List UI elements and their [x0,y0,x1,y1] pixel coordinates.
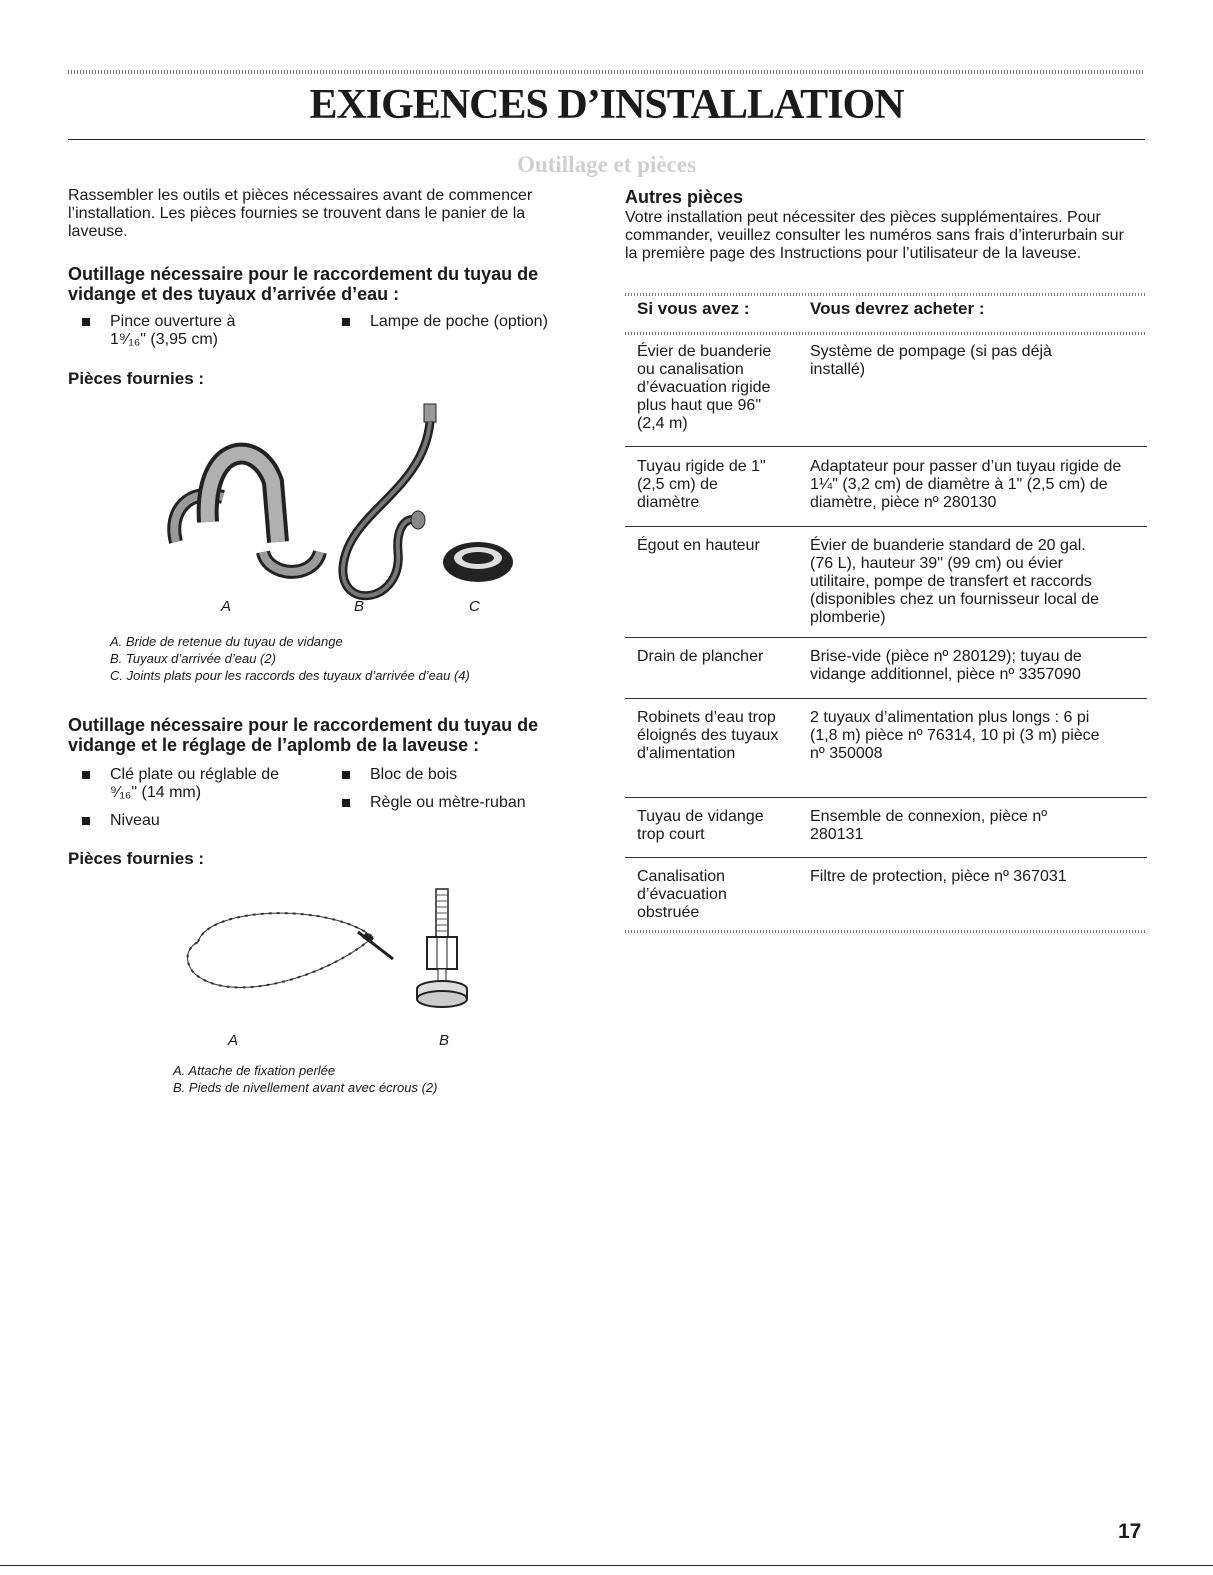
fig1-label-a: A [221,598,232,615]
tools-heading-1: Outillage nécessaire pour le raccordement du tuyau de vidange et des tuyaux d’arrivée d’eau : [68,264,539,304]
table-cell-have: Tuyau de vidange trop court [637,808,764,843]
tools-heading-2: Outillage nécessaire pour le raccordement du tuyau de vidange et le réglage de l’aplomb de la laveuse : [68,715,539,755]
fig2-caption: A. Attache de fixation perlée [173,1063,336,1078]
flat-washer-icon [443,542,513,582]
tools-list-1 [68,313,598,353]
table-cell-have: Drain de plancher [637,648,764,665]
table-header-have: Si vous avez : [637,299,750,318]
table-cell-buy: Système de pompage (si pas déjà installé) [810,343,1052,378]
fig2-captions [173,1062,593,1096]
table-row [625,798,1147,858]
table-cell-buy: Brise-vide (pièce nº 280129); tuyau de vidange additionnel, pièce nº 3357090 [810,648,1082,683]
table-row [625,699,1147,798]
table-header [625,300,1147,332]
left-column [68,187,598,1095]
table-bottom-hatch [625,930,1147,933]
tool-item: Bloc de bois [328,766,590,784]
fig2-label-a: A [228,1032,239,1049]
tool-item: Pince ouverture à 1⁹⁄₁₆" (3,95 cm) [68,313,270,349]
tool-item: Règle ou mètre-ruban [328,794,590,812]
table-cell-buy: Filtre de protection, pièce nº 367031 [810,868,1067,885]
supplied-parts-figure-2 [168,887,498,1017]
table-row [625,447,1147,527]
fig2-caption: B. Pieds de nivellement avant avec écrous (2) [173,1080,438,1095]
table-row [625,527,1147,638]
table-row [625,858,1147,930]
table-row [625,638,1147,699]
section-title: Outillage et pièces [517,152,696,177]
fig1-caption: C. Joints plats pour les raccords des tuyaux d’arrivée d’eau (4) [110,668,470,683]
water-inlet-hose-icon [343,404,436,596]
table-row [625,343,1147,447]
fig2-label-b: B [439,1032,450,1049]
tool-item: Clé plate ou réglable de ⁹⁄₁₆" (14 mm) [68,766,310,802]
title-rule [68,139,1145,140]
table-top-hatch [625,293,1147,296]
tools-list-2 [68,766,598,836]
table-cell-buy: Évier de buanderie standard de 20 gal. (76 L), hauteur 39" (99 cm) ou évier utilitaire, pompe de transfert et raccords (disponibles chez un fournisseur local de plomberie) [810,537,1100,626]
parts-table [625,300,1147,933]
tool-item: Niveau [68,812,310,830]
other-parts-intro: Votre installation peut nécessiter des pièces supplémentaires. Pour commander, veuillez consulter les numéros sans frais d’interurbain sur la première page des Instructions pour l’utilisateur de la laveuse. [625,209,1124,262]
table-cell-buy: Ensemble de connexion, pièce nº 280131 [810,808,1048,843]
drain-clamp-icon [174,454,320,572]
top-hatch-bar [68,70,1145,74]
parts-heading-2: Pièces fournies : [68,849,205,868]
fig1-captions [110,633,610,684]
page-title: EXIGENCES D’INSTALLATION [309,82,904,128]
table-cell-buy: 2 tuyaux d’alimentation plus longs : 6 pi (1,8 m) pièce nº 76314, 10 pi (3 m) pièce nº 350008 [810,709,1100,762]
leveling-foot-icon [417,889,467,1007]
intro-text: Rassembler les outils et pièces nécessaires avant de commencer l’installation. Les pièces fournies se trouvent dans le panier de la laveuse. [68,187,533,240]
other-parts-heading: Autres pièces [625,187,744,207]
table-cell-have: Égout en hauteur [637,537,760,554]
tool-item: Lampe de poche (option) [328,313,610,331]
page-number: 17 [1118,1520,1142,1543]
fig1-label-c: C [469,598,480,615]
fig1-label-b: B [354,598,365,615]
fig1-caption: B. Tuyaux d’arrivée d’eau (2) [110,651,276,666]
table-cell-have: Évier de buanderie ou canalisation d’évacuation rigide plus haut que 96" (2,4 m) [637,343,772,432]
fig1-caption: A. Bride de retenue du tuyau de vidange [110,634,343,649]
table-cell-buy: Adaptateur pour passer d’un tuyau rigide de 1¼" (3,2 cm) de diamètre à 1" (2,5 cm) de diamètre, pièce nº 280130 [810,458,1122,511]
table-header-hatch [625,332,1147,335]
table-cell-have: Tuyau rigide de 1" (2,5 cm) de diamètre [637,458,766,511]
supplied-parts-figure-1 [148,402,528,622]
beaded-tie-icon [188,913,393,987]
right-column [625,187,1147,921]
table-cell-have: Canalisation d’évacuation obstruée [637,868,727,921]
table-cell-have: Robinets d’eau trop éloignés des tuyaux d'alimentation [637,709,779,762]
table-header-buy: Vous devrez acheter : [810,299,985,318]
parts-heading-1: Pièces fournies : [68,369,205,388]
bottom-rule [0,1565,1213,1566]
